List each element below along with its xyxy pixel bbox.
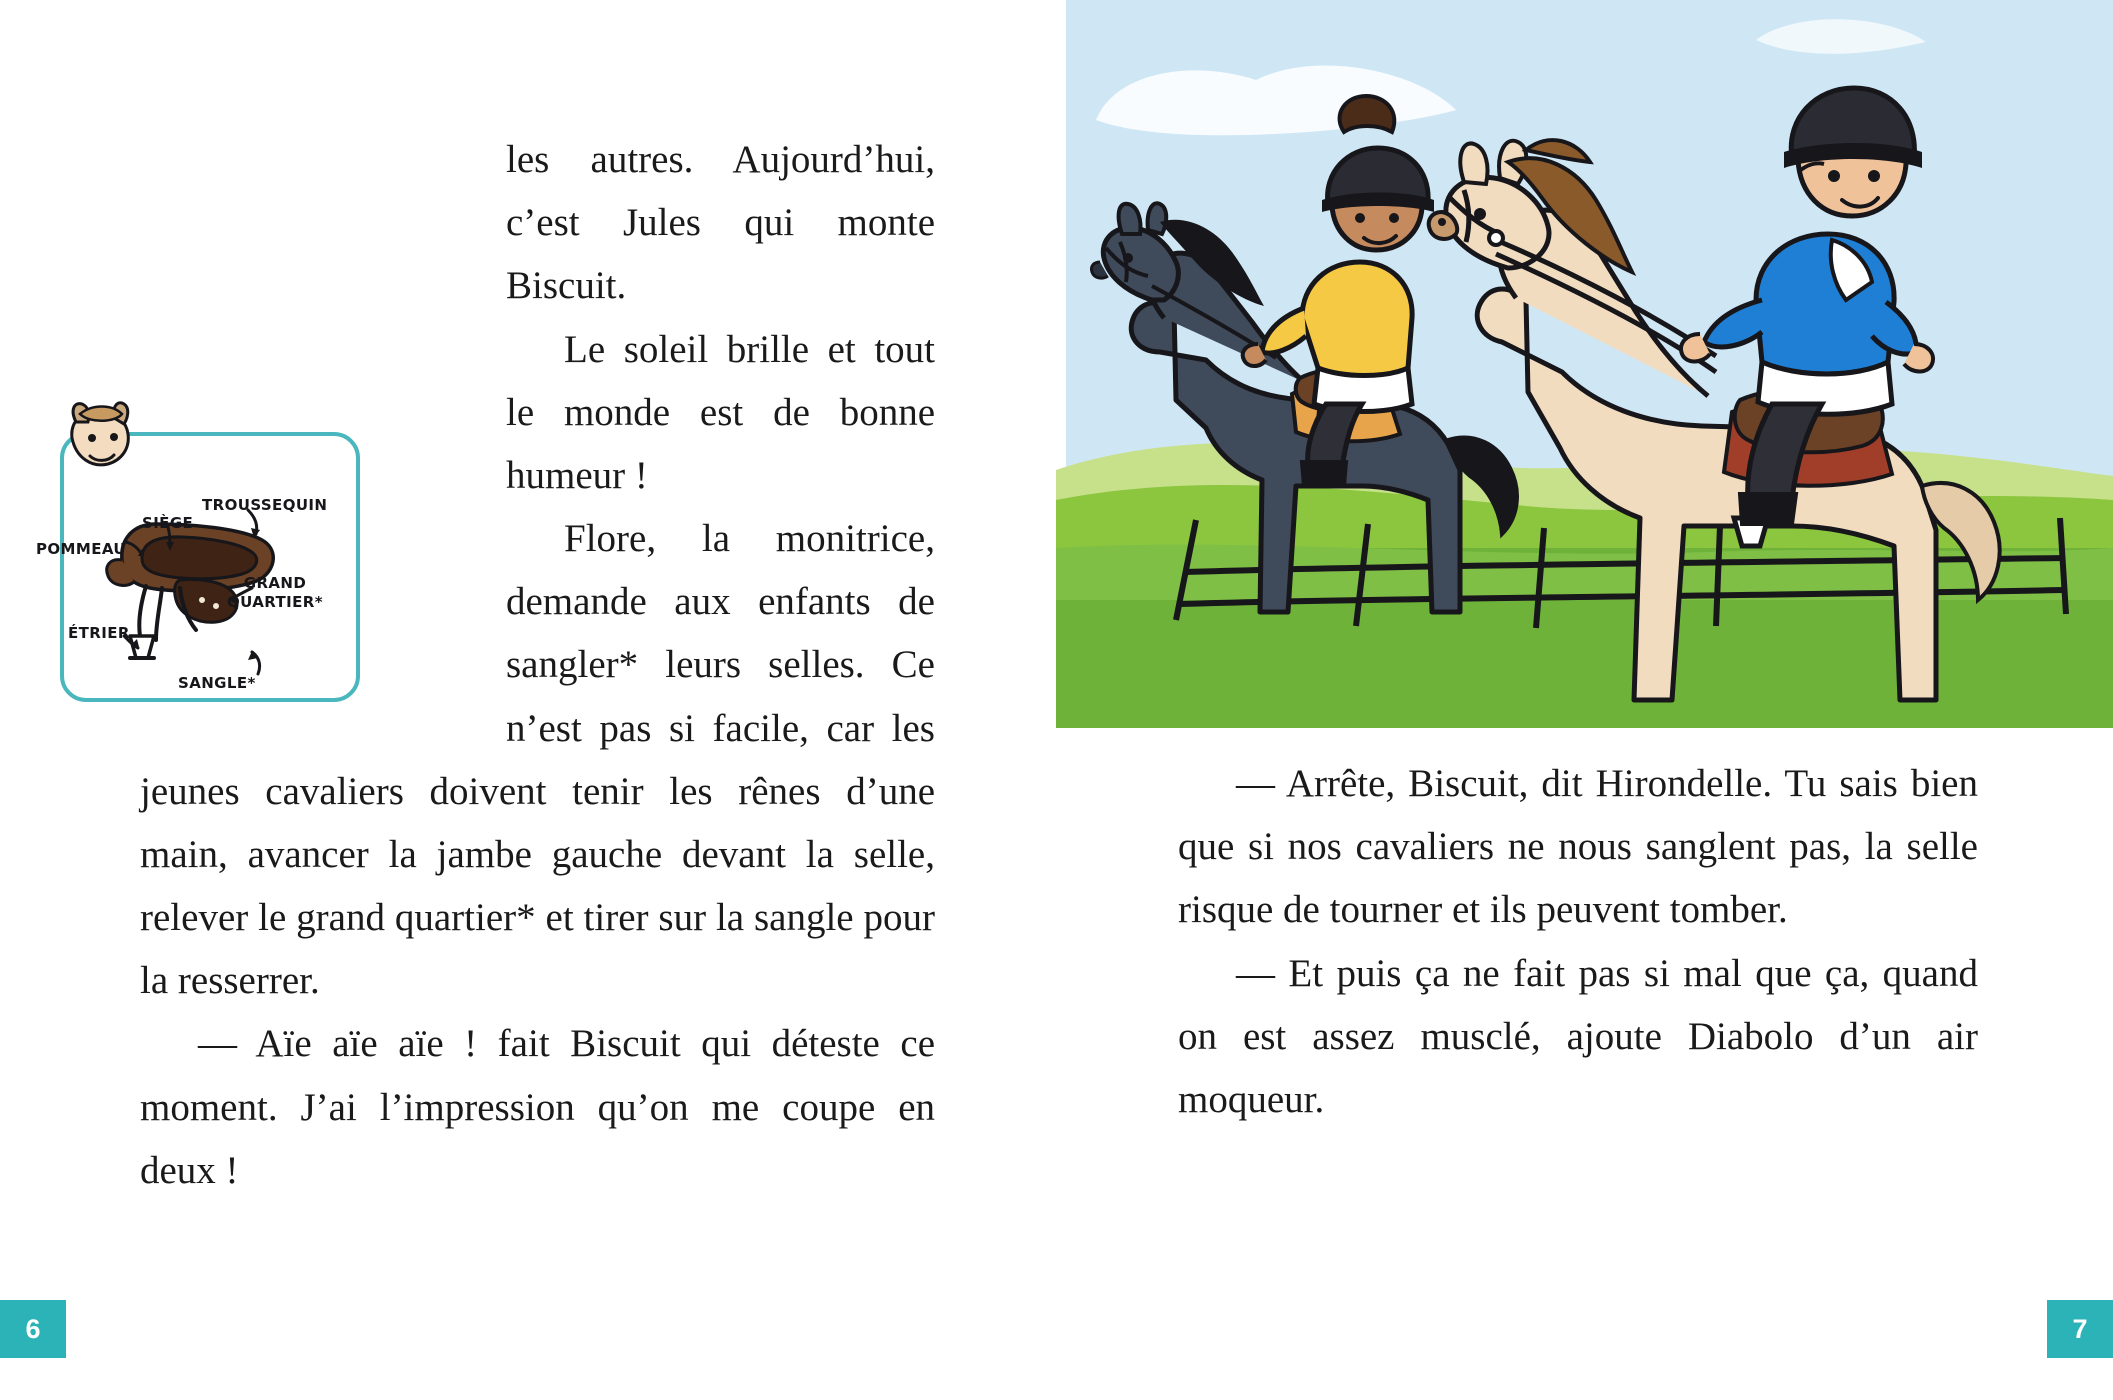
paragraph: — Aïe aïe aïe ! fait Biscuit qui déteste ce moment. J’ai l’impression qu’on me coupe en deux ! — [140, 1022, 935, 1192]
right-page — [1056, 0, 2113, 1400]
left-page — [0, 0, 1056, 1400]
label-pommeau: POMMEAU — [36, 540, 126, 558]
illustration-svg — [1056, 0, 2113, 728]
illustration-riders — [1056, 0, 2113, 728]
label-troussequin: TROUSSEQUIN — [202, 496, 328, 514]
paragraph: les autres. Aujourd’hui, c’est Jules qui monte Biscuit. — [506, 138, 935, 308]
saddle-diagram — [30, 392, 375, 710]
pony-head-icon — [72, 403, 129, 465]
label-etrier: ÉTRIER — [68, 624, 130, 642]
label-sangle: SANGLE* — [178, 674, 256, 692]
right-text-column — [1178, 752, 1978, 1131]
page-number-left: 6 — [0, 1300, 66, 1358]
paragraph: — Et puis ça ne fait pas si mal que ça, quand on est assez musclé, ajoute Diabolo d’un air moqueur. — [1178, 951, 1978, 1121]
label-grand-quartier: GRAND QUARTIER* — [226, 574, 323, 611]
page-number-right: 7 — [2047, 1300, 2113, 1358]
label-siege: SIÈGE — [142, 514, 194, 532]
paragraph: Flore, la monitrice, demande aux enfants de sangler* leurs selles. Ce n’est pas si facile, car les jeunes cavaliers doivent tenir les rênes d’une main, avancer la jambe gauche devant la selle, relever le grand quartier* et tirer sur la sangle pour la resserrer. — [140, 517, 935, 1003]
paragraph: Le soleil brille et tout le monde est de bonne humeur ! — [506, 327, 935, 497]
paragraph: — Arrête, Biscuit, dit Hirondelle. Tu sais bien que si nos cavaliers ne nous sanglent pas, la selle risque de tourner et ils peuvent tomber. — [1178, 762, 1978, 932]
